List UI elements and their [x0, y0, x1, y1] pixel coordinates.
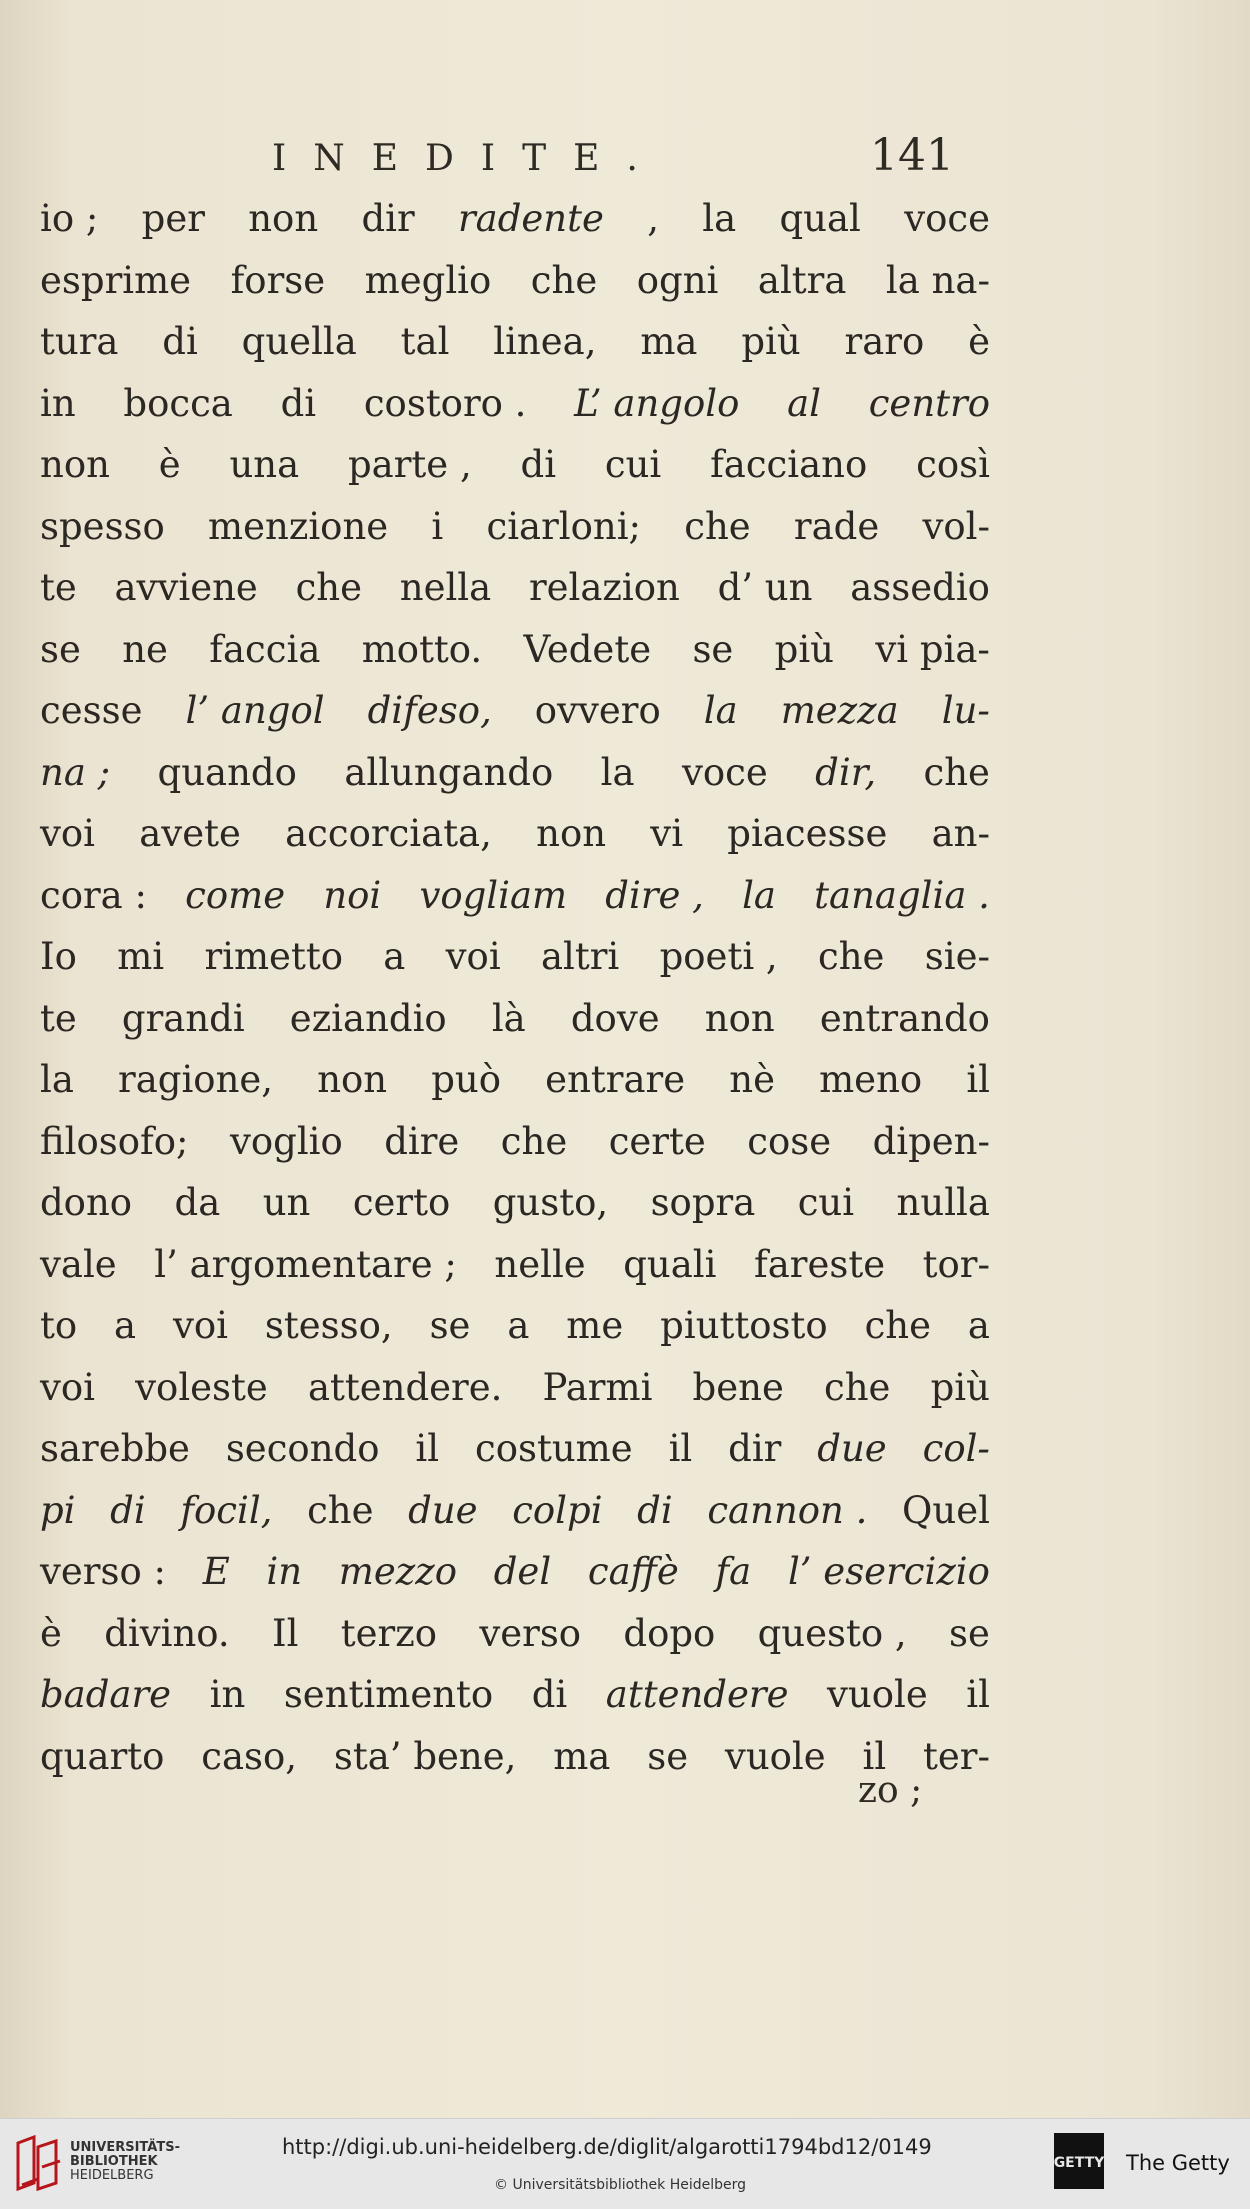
word: la na-: [885, 258, 990, 302]
word: filosofo;: [40, 1119, 189, 1163]
copyright-notice: © Universitätsbibliothek Heidelberg: [494, 2177, 747, 2193]
word: che: [684, 504, 751, 548]
word: entrando: [819, 996, 990, 1040]
word: forse: [230, 258, 326, 302]
word: parte ,: [348, 443, 472, 486]
text-line: [40, 373, 990, 435]
word: il: [966, 1058, 990, 1101]
body-text: [40, 188, 990, 1787]
word: non: [248, 197, 319, 240]
word: focil,: [180, 1488, 273, 1532]
word: pi: [40, 1488, 76, 1532]
word: vale: [40, 1242, 117, 1286]
word: più: [741, 320, 801, 363]
word: altri: [540, 935, 620, 978]
word: tor-: [922, 1242, 990, 1286]
text-line: [40, 250, 990, 312]
word: assedio: [850, 566, 990, 609]
word: due: [817, 1427, 887, 1470]
footer-bar: [0, 2118, 1250, 2209]
word: dire: [384, 1119, 460, 1163]
word: bene: [692, 1365, 784, 1409]
word: che: [530, 258, 598, 302]
word: sopra: [650, 1181, 756, 1224]
word: tal: [400, 320, 450, 363]
word: se: [429, 1304, 471, 1347]
word: quali: [623, 1242, 717, 1286]
text-line: [40, 619, 990, 681]
word: lu-: [941, 689, 990, 732]
word: meglio: [364, 258, 492, 302]
word: ragione,: [118, 1058, 274, 1101]
word: non: [40, 443, 110, 486]
word: nelle: [494, 1242, 586, 1286]
word: rimetto: [204, 935, 343, 978]
getty-logo-icon: [1052, 2131, 1108, 2197]
word: se: [949, 1611, 990, 1655]
word: quarto: [40, 1734, 165, 1778]
word: poeti ,: [659, 935, 778, 978]
word: noi: [323, 873, 382, 917]
word: Quel: [902, 1488, 990, 1532]
permalink-url[interactable]: http://digi.ub.uni-heidelberg.de/diglit/algarotti1794bd12/0149: [282, 2135, 932, 2159]
running-head: INEDITE.: [272, 138, 665, 179]
word: di: [110, 1488, 146, 1532]
word: che: [307, 1488, 374, 1532]
word: rade: [793, 504, 880, 548]
library-name-line3: HEIDELBERG: [70, 2168, 154, 2183]
word: più: [930, 1365, 990, 1409]
word: cannon .: [707, 1488, 868, 1532]
word: la: [600, 750, 635, 794]
word: esprime: [40, 258, 192, 302]
word: avete: [139, 812, 241, 855]
text-line: [40, 557, 990, 619]
word: vi: [650, 812, 684, 855]
word: al: [787, 381, 821, 425]
page-number: 141: [870, 130, 954, 181]
word: certo: [352, 1181, 451, 1224]
text-line: [40, 742, 990, 804]
word: caffè: [587, 1550, 679, 1593]
text-line: [40, 188, 990, 250]
word: che: [823, 1365, 891, 1409]
word: vogliam: [419, 873, 568, 917]
text-line: [40, 865, 990, 927]
word: nulla: [896, 1181, 990, 1224]
word: cui: [797, 1181, 855, 1224]
word: del: [493, 1550, 552, 1593]
word: a: [383, 935, 406, 978]
word: linea,: [493, 320, 597, 363]
word: avviene: [114, 566, 258, 609]
word: cose: [747, 1119, 832, 1163]
word: voi: [40, 812, 96, 855]
word: dipen-: [872, 1119, 990, 1163]
word: sentimento: [283, 1673, 494, 1716]
word: dir: [728, 1427, 782, 1470]
word: dono: [40, 1181, 133, 1224]
word: per: [141, 197, 205, 240]
text-line: [40, 1049, 990, 1111]
word: sta’ bene,: [333, 1734, 517, 1778]
word: di: [280, 381, 317, 425]
word: può: [431, 1058, 502, 1101]
word: in: [40, 381, 76, 425]
word: da: [174, 1181, 221, 1224]
word: più: [774, 627, 835, 671]
word: verso :: [40, 1550, 166, 1593]
word: vuole: [724, 1734, 826, 1778]
word: in: [209, 1673, 246, 1716]
word: an-: [931, 812, 990, 855]
getty-logo-mark: GETTY: [1053, 2155, 1105, 2171]
word: Il: [272, 1611, 299, 1655]
word: di: [162, 320, 198, 363]
word: fareste: [754, 1242, 886, 1286]
text-line: [40, 1603, 990, 1665]
text-line: [40, 1664, 990, 1726]
word: centro: [868, 381, 990, 425]
word: l’ esercizio: [787, 1550, 990, 1593]
library-name-line1: UNIVERSITÄTS-: [70, 2140, 180, 2155]
word: il: [415, 1427, 440, 1470]
word: quella: [241, 320, 357, 363]
word: sarebbe: [40, 1427, 190, 1470]
word: ne: [122, 627, 168, 671]
word: io ;: [40, 197, 99, 240]
catchword: zo ;: [858, 1770, 923, 1811]
word: il: [966, 1673, 990, 1716]
word: col-: [922, 1427, 990, 1470]
library-name: [70, 2141, 180, 2183]
word: raro: [844, 320, 925, 363]
word: te: [40, 566, 77, 609]
word: attendere: [605, 1673, 789, 1716]
word: voglio: [229, 1119, 343, 1163]
word: certe: [608, 1119, 706, 1163]
word: mezza: [780, 689, 899, 732]
word: ter-: [923, 1734, 990, 1778]
word: una: [229, 443, 300, 486]
word: mezzo: [338, 1550, 458, 1593]
word: secondo: [225, 1427, 380, 1470]
word: to: [40, 1304, 78, 1347]
word: voi: [445, 935, 501, 978]
word: stesso,: [264, 1304, 393, 1347]
word: come: [185, 873, 286, 917]
word: di: [531, 1673, 568, 1716]
word: nè: [729, 1058, 775, 1101]
word: na ;: [40, 750, 111, 794]
word: difeso,: [367, 689, 492, 732]
word: d’ un: [717, 566, 813, 609]
word: Io: [40, 935, 77, 978]
word: là: [491, 996, 526, 1040]
word: il: [862, 1734, 887, 1778]
word: dir,: [815, 750, 877, 794]
word: voi: [40, 1365, 96, 1409]
word: la: [742, 873, 776, 917]
word: non: [536, 812, 607, 855]
word: bocca: [123, 381, 233, 425]
word: è: [40, 1611, 62, 1655]
word: non: [704, 996, 775, 1040]
text-line: [40, 311, 990, 373]
text-line: [40, 496, 990, 558]
word: è: [158, 443, 181, 486]
text-line: [40, 1295, 990, 1357]
word: meno: [819, 1058, 923, 1101]
word: vi pia-: [875, 627, 990, 671]
text-line: [40, 434, 990, 496]
word: che: [295, 566, 363, 609]
word: cesse: [40, 689, 143, 732]
word: così: [916, 443, 990, 486]
text-line: [40, 926, 990, 988]
word: badare: [40, 1673, 172, 1716]
word: è: [968, 320, 990, 363]
word: me: [566, 1304, 624, 1347]
word: dir: [361, 197, 415, 240]
word: piacesse: [727, 812, 888, 855]
word: ma: [553, 1734, 611, 1778]
word: se: [647, 1734, 689, 1778]
word: ciarloni;: [486, 504, 642, 548]
word: L’ angolo: [574, 381, 740, 425]
word: ma: [640, 320, 698, 363]
word: vuole: [827, 1673, 928, 1716]
word: gusto,: [492, 1181, 609, 1224]
word: l’ argomentare ;: [154, 1242, 457, 1286]
word: divino.: [104, 1611, 230, 1655]
word: nella: [399, 566, 492, 609]
word: che: [923, 750, 990, 794]
word: in: [266, 1550, 303, 1593]
word: se: [40, 627, 81, 671]
text-line: [40, 988, 990, 1050]
word: cui: [604, 443, 662, 486]
word: cora :: [40, 873, 147, 917]
word: dopo: [623, 1611, 716, 1655]
text-line: [40, 680, 990, 742]
word: a: [114, 1304, 137, 1347]
word: allungando: [344, 750, 554, 794]
word: fa: [715, 1550, 752, 1593]
word: menzione: [208, 504, 389, 548]
word: qual: [779, 197, 861, 240]
word: voi: [173, 1304, 229, 1347]
word: te: [40, 996, 77, 1040]
getty-name: The Getty: [1126, 2151, 1230, 2175]
text-line: [40, 1480, 990, 1542]
word: il: [668, 1427, 693, 1470]
word: dire ,: [605, 873, 704, 917]
word: faccia: [209, 627, 321, 671]
word: che: [864, 1304, 932, 1347]
text-line: [40, 803, 990, 865]
word: vol-: [922, 504, 990, 548]
word: E: [202, 1550, 230, 1593]
word: sie-: [924, 935, 990, 978]
word: che: [818, 935, 885, 978]
word: motto.: [361, 627, 483, 671]
word: la: [40, 1058, 74, 1101]
text-line: [40, 1541, 990, 1603]
word: a: [967, 1304, 990, 1347]
text-line: [40, 1357, 990, 1419]
word: quando: [157, 750, 297, 794]
word: ogni: [636, 258, 719, 302]
word: entrare: [545, 1058, 686, 1101]
text-line: [40, 1234, 990, 1296]
word: di: [520, 443, 557, 486]
word: voce: [904, 197, 990, 240]
word: altra: [757, 258, 847, 302]
word: voce: [681, 750, 768, 794]
word: costume: [474, 1427, 633, 1470]
library-name-line2: BIBLIOTHEK: [70, 2154, 158, 2169]
text-line: [40, 1172, 990, 1234]
word: un: [262, 1181, 311, 1224]
word: radente: [457, 197, 604, 240]
word: che: [500, 1119, 568, 1163]
word: di: [637, 1488, 673, 1532]
text-line: [40, 1418, 990, 1480]
word: spesso: [40, 504, 165, 548]
word: mi: [117, 935, 165, 978]
word: due: [408, 1488, 478, 1532]
word: terzo: [340, 1611, 438, 1655]
word: accorciata,: [285, 812, 492, 855]
word: colpi: [512, 1488, 603, 1532]
word: tura: [40, 320, 119, 363]
word: piuttosto: [660, 1304, 828, 1347]
word: a: [507, 1304, 530, 1347]
university-library-logo-icon: [12, 2133, 66, 2193]
word: dove: [570, 996, 660, 1040]
word: questo ,: [757, 1611, 907, 1655]
word: facciano: [710, 443, 868, 486]
text-line: [40, 1726, 990, 1788]
word: relazion: [528, 566, 680, 609]
word: se: [692, 627, 734, 671]
word: grandi: [121, 996, 245, 1040]
word: voleste: [135, 1365, 268, 1409]
word: non: [317, 1058, 388, 1101]
word: ovvero: [534, 689, 661, 732]
word: la: [702, 197, 737, 240]
word: caso,: [201, 1734, 298, 1778]
word: Vedete: [523, 627, 652, 671]
word: i: [431, 504, 444, 548]
word: l’ angol: [185, 689, 325, 732]
word: eziandio: [289, 996, 447, 1040]
word: Parmi: [542, 1365, 653, 1409]
word: verso: [479, 1611, 582, 1655]
word: la: [703, 689, 738, 732]
word: ,: [647, 197, 659, 240]
word: tanaglia .: [814, 873, 990, 917]
word: attendere.: [307, 1365, 503, 1409]
word: costoro .: [363, 381, 527, 425]
text-line: [40, 1111, 990, 1173]
